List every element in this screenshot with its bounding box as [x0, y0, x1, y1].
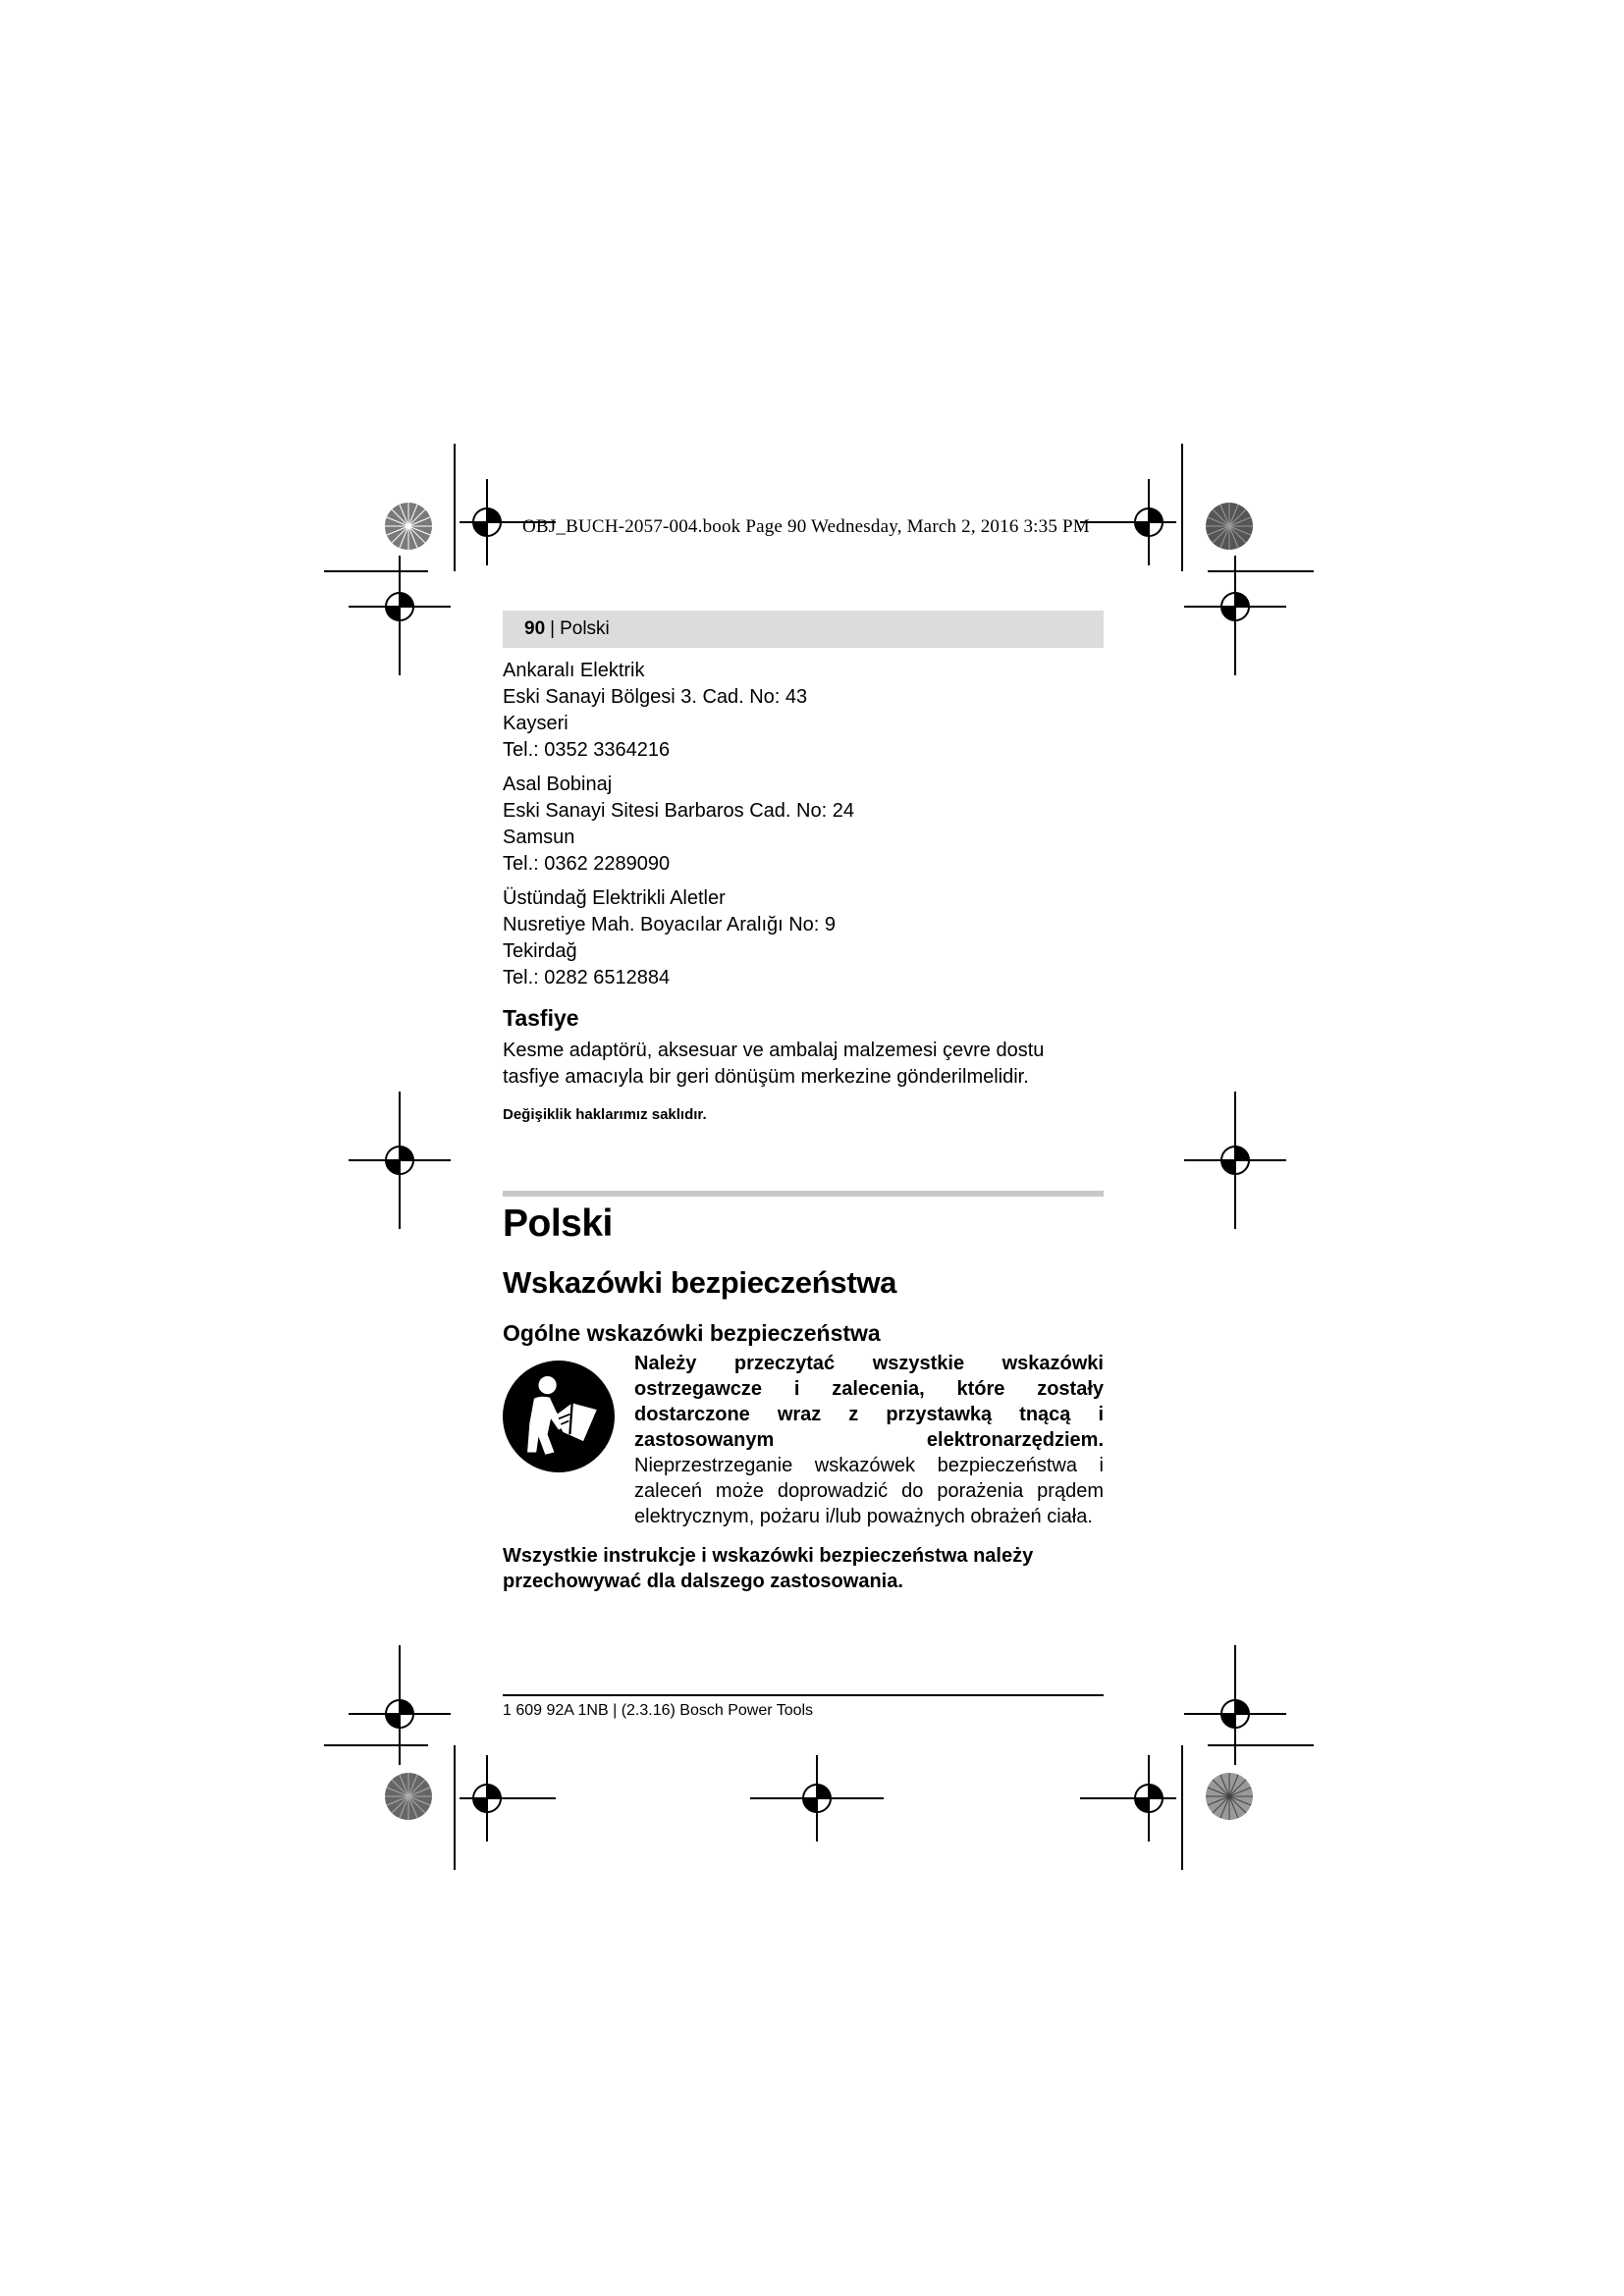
address-line: Tekirdağ: [503, 940, 577, 962]
address-line: Samsun: [503, 827, 575, 848]
disposal-heading: Tasfiye: [503, 1005, 579, 1031]
address-line: Üstündağ Elektrikli Aletler: [503, 887, 726, 909]
keep-instructions-text: Wszystkie instrukcje i wskazówki bezpieczeństwa należy przechowywać dla dalszego zastosowania.: [503, 1545, 1034, 1592]
address-line: Tel.: 0282 6512884: [503, 967, 671, 988]
address-block: [503, 658, 1104, 764]
address-line: Eski Sanayi Bölgesi 3. Cad. No: 43: [503, 686, 808, 708]
page-footer: 1 609 92A 1NB | (2.3.16) Bosch Power Tools: [503, 1694, 1104, 1720]
warning-regular-text: Nieprzestrzeganie wskazówek bezpieczeństwa i zaleceń może doprowadzić do porażenia prądem elektrycznym, pożaru i/lub poważnych obrażeń ciała.: [634, 1455, 1104, 1527]
address-line: Tel.: 0362 2289090: [503, 853, 671, 875]
address-line: Ankaralı Elektrik: [503, 660, 645, 681]
rights-note: Değişiklik haklarımız saklıdır.: [503, 1106, 707, 1123]
page-number: 90: [524, 618, 546, 639]
header-language: Polski: [560, 618, 610, 639]
address-line: Nusretiye Mah. Boyacılar Aralığı No: 9: [503, 914, 837, 935]
section-divider: [503, 1191, 1104, 1197]
general-safety-subheading: Ogólne wskazówki bezpieczeństwa: [503, 1320, 881, 1346]
warning-text: [634, 1351, 1104, 1529]
address-line: Asal Bobinaj: [503, 774, 613, 795]
language-title: Polski: [503, 1202, 613, 1245]
page-header: [503, 611, 1104, 648]
warning-block: [503, 1351, 1104, 1529]
page-content: [503, 611, 1104, 1594]
address-line: Eski Sanayi Sitesi Barbaros Cad. No: 24: [503, 800, 854, 822]
print-slug: OBJ_BUCH-2057-004.book Page 90 Wednesday, March 2, 2016 3:35 PM: [522, 516, 1090, 537]
safety-heading: Wskazówki bezpieczeństwa: [503, 1265, 897, 1300]
address-block: [503, 772, 1104, 878]
address-block: [503, 885, 1104, 991]
disposal-text: Kesme adaptörü, aksesuar ve ambalaj malzemesi çevre dostu tasfiye amacıyla bir geri dönüşüm merkezine gönderilmelidir.: [503, 1040, 1045, 1088]
header-separator: |: [550, 618, 556, 639]
address-line: Kayseri: [503, 713, 568, 734]
warning-bold-text: Należy przeczytać wszystkie wskazówki ostrzegawcze i zalecenia, które zostały dostarczone wraz z przystawką tnącą i zastosowanym elektronarzędziem.: [634, 1353, 1104, 1451]
address-line: Tel.: 0352 3364216: [503, 739, 671, 761]
read-manual-icon: [503, 1361, 615, 1472]
